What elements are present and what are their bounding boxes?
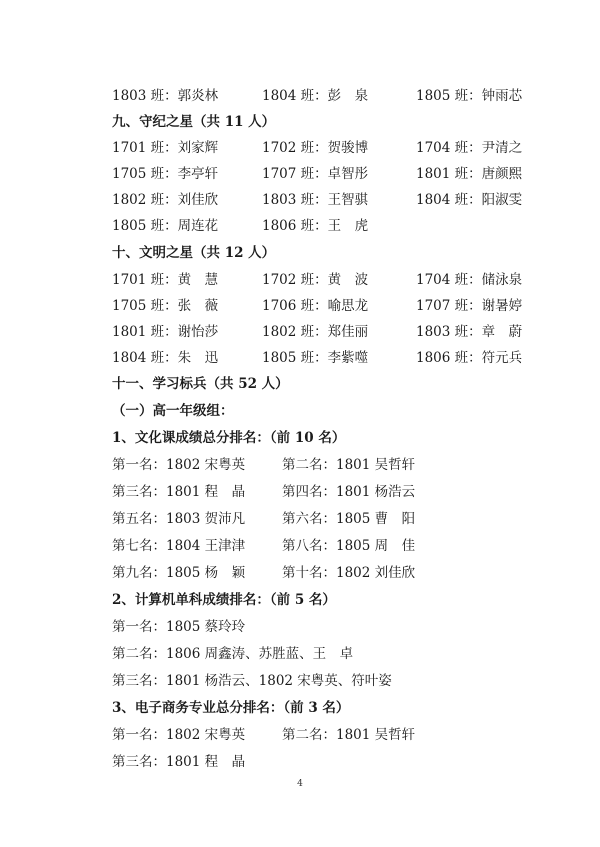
top-row [112, 86, 552, 106]
list-item: 1702 班：贺骏博 [262, 140, 369, 156]
list-item: 第十名：1802 刘佳欣 [282, 565, 416, 581]
list-item: 1701 班：刘家辉 [112, 140, 219, 156]
section-10-heading: 十、文明之星（共 12 人） [112, 245, 276, 261]
ranking-row [112, 563, 552, 583]
list-item: 1803 班：王智骐 [262, 192, 369, 208]
list-item: 第三名：1801 杨浩云、1802 宋粤英、符叶姿 [112, 673, 392, 689]
list-item: 第六名：1805 曹 阳 [282, 511, 416, 527]
list-item: 第四名：1801 杨浩云 [282, 484, 416, 500]
section-9-row [112, 216, 552, 236]
list-item: 第一名：1802 宋粤英 [112, 457, 246, 473]
section-9-row [112, 138, 552, 158]
list-item: 第二名：1801 吴哲轩 [282, 457, 416, 473]
list-item: 1705 班：张 薇 [112, 298, 219, 314]
ranking-row [112, 455, 552, 475]
part-2-heading: 2、计算机单科成绩排名：（前 5 名） [112, 592, 336, 608]
list-item: 1804 班：阳淑雯 [416, 192, 523, 208]
list-item: 1803 班：章 蔚 [416, 324, 523, 340]
list-item: 1803 班：郭炎林 [112, 88, 219, 104]
list-item: 1806 班：符元兵 [416, 350, 523, 366]
section-9-heading: 九、守纪之星（共 11 人） [112, 114, 276, 130]
section-9-row [112, 190, 552, 210]
ranking-row [112, 725, 552, 745]
section-11-heading: 十一、学习标兵（共 52 人） [112, 376, 289, 392]
list-item: 1801 班：唐颜熙 [416, 166, 523, 182]
list-item: 第九名：1805 杨 颖 [112, 565, 246, 581]
list-item: 1706 班：喻思龙 [262, 298, 369, 314]
list-item: 1702 班：黄 波 [262, 272, 369, 288]
list-item: 第三名：1801 程 晶 [112, 754, 246, 770]
ranking-row [112, 536, 552, 556]
grade-group-heading: （一）高一年级组： [112, 403, 234, 419]
list-item: 1707 班：卓智彤 [262, 166, 369, 182]
list-item: 第七名：1804 王津津 [112, 538, 246, 554]
ranking-row [112, 482, 552, 502]
list-item: 1804 班：朱 迅 [112, 350, 219, 366]
list-item: 1802 班：刘佳欣 [112, 192, 219, 208]
section-10-row [112, 270, 552, 290]
list-item: 1704 班：储泳泉 [416, 272, 523, 288]
page-number: 4 [297, 779, 303, 789]
list-item: 1804 班：彭 泉 [262, 88, 369, 104]
section-10-row [112, 322, 552, 342]
list-item: 第二名：1806 周鑫涛、苏胜蓝、王 卓 [112, 646, 354, 662]
list-item: 第三名：1801 程 晶 [112, 484, 246, 500]
list-item: 1707 班：谢暑婷 [416, 298, 523, 314]
ranking-row [112, 509, 552, 529]
list-item: 1805 班：李紫噬 [262, 350, 369, 366]
section-10-row [112, 296, 552, 316]
list-item: 第一名：1802 宋粤英 [112, 727, 246, 743]
section-10-row [112, 348, 552, 368]
list-item: 1802 班：郑佳丽 [262, 324, 369, 340]
list-item: 第二名：1801 吴哲轩 [282, 727, 416, 743]
list-item: 1704 班：尹清之 [416, 140, 523, 156]
list-item: 1806 班：王 虎 [262, 218, 369, 234]
list-item: 1805 班：周连花 [112, 218, 219, 234]
list-item: 第五名：1803 贺沛凡 [112, 511, 246, 527]
list-item: 1705 班：李亭轩 [112, 166, 219, 182]
list-item: 1701 班：黄 慧 [112, 272, 219, 288]
list-item: 1805 班：钟雨芯 [416, 88, 523, 104]
part-3-heading: 3、电子商务专业总分排名：（前 3 名） [112, 700, 350, 716]
ranking-row [112, 752, 552, 772]
list-item: 1801 班：谢怡莎 [112, 324, 219, 340]
section-9-row [112, 164, 552, 184]
list-item: 第八名：1805 周 佳 [282, 538, 416, 554]
list-item: 第一名：1805 蔡玲玲 [112, 619, 246, 635]
part-1-heading: 1、文化课成绩总分排名：（前 10 名） [112, 430, 346, 446]
